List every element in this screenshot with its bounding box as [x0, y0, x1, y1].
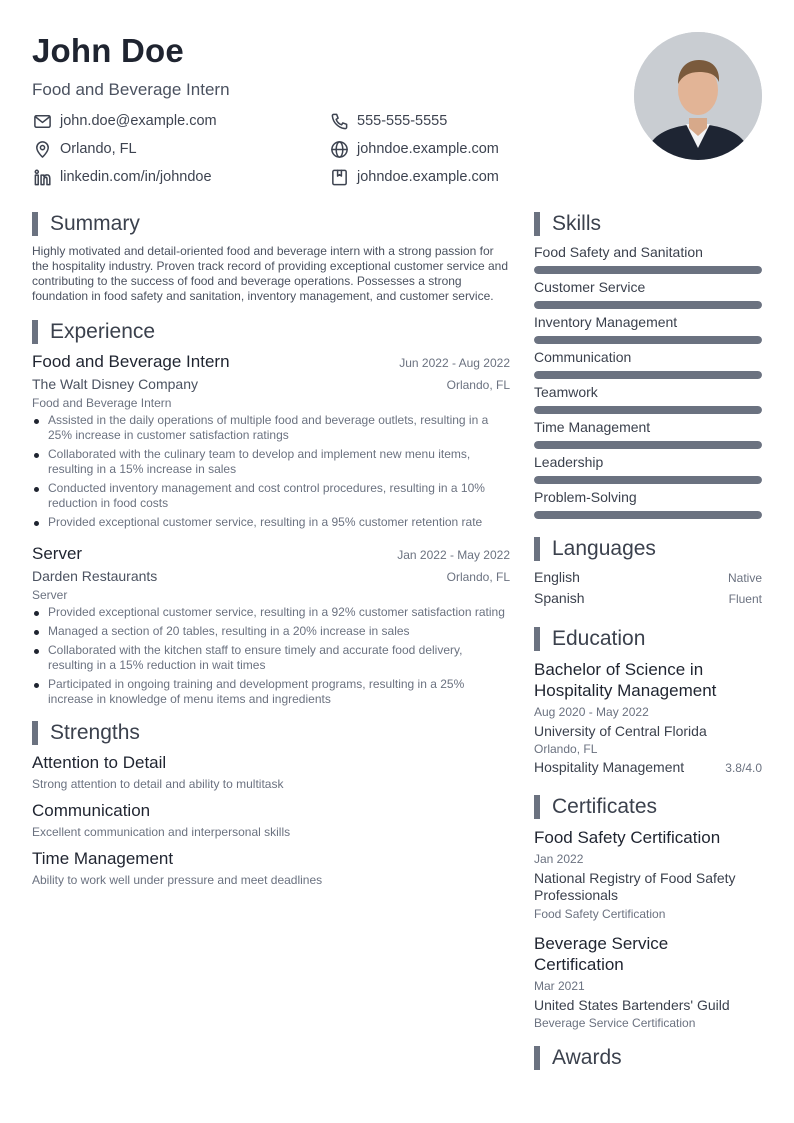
skill-item: [534, 279, 762, 309]
skill-name: Problem-Solving: [534, 489, 637, 505]
skill-level-bar: [534, 511, 762, 519]
section-accent-bar: [534, 1046, 540, 1070]
contact-location-text: Orlando, FL: [60, 141, 137, 157]
skill-item: [534, 349, 762, 379]
section-accent-bar: [534, 795, 540, 819]
language-level: Fluent: [728, 592, 762, 606]
job-entry: [32, 352, 510, 530]
education-field-row: [534, 759, 762, 775]
contact-linkedin[interactable]: [32, 167, 329, 187]
job-company: Darden Restaurants: [32, 568, 158, 584]
certificates-title: Certificates: [552, 795, 658, 818]
language-name: English: [534, 569, 580, 585]
bookmark-icon: [329, 167, 349, 187]
job-bullet: Managed a section of 20 tables, resulting in a 20% increase in sales: [32, 624, 510, 639]
skill-level-fill: [534, 371, 762, 379]
job-bullet: Participated in ongoing training and development programs, resulting in a 25% increase in knowledge of menu items and ingredients: [32, 677, 510, 707]
skill-level-bar: [534, 476, 762, 484]
skill-level-bar: [534, 301, 762, 309]
strength-desc: Strong attention to detail and ability to multitask: [32, 777, 284, 791]
language-item: [534, 569, 762, 590]
section-accent-bar: [534, 537, 540, 561]
job-bullet: Provided exceptional customer service, resulting in a 92% customer satisfaction rating: [32, 605, 510, 620]
section-accent-bar: [32, 721, 38, 745]
education-title: Education: [552, 627, 646, 650]
skill-item: [534, 419, 762, 449]
right-column: [534, 212, 762, 1078]
certificate-item: [534, 933, 762, 1030]
strength-item: [32, 753, 510, 791]
skill-name: Leadership: [534, 454, 604, 470]
skills-heading: [534, 212, 762, 236]
section-accent-bar: [534, 627, 540, 651]
skill-item: [534, 384, 762, 414]
experience-heading: [32, 320, 510, 344]
education-gpa: 3.8/4.0: [725, 761, 762, 775]
job-dates: Jun 2022 - Aug 2022: [399, 356, 510, 370]
job-entry: [32, 544, 510, 707]
skill-name: Communication: [534, 349, 632, 365]
skill-name: Inventory Management: [534, 314, 678, 330]
contact-phone[interactable]: [329, 111, 589, 131]
skill-item: [534, 314, 762, 344]
job-bullets: [32, 605, 510, 707]
section-accent-bar: [534, 212, 540, 236]
languages-heading: [534, 537, 762, 561]
mail-icon: [32, 111, 52, 131]
job-company: The Walt Disney Company: [32, 376, 198, 392]
skill-level-bar: [534, 406, 762, 414]
candidate-name: John Doe: [32, 32, 184, 69]
certificates-heading: [534, 795, 762, 819]
skill-name: Food Safety and Sanitation: [534, 244, 703, 260]
summary-heading: [32, 212, 510, 236]
job-bullets: [32, 413, 510, 530]
phone-icon: [329, 111, 349, 131]
skill-level-fill: [534, 406, 762, 414]
strength-desc: Excellent communication and interpersonal skills: [32, 825, 291, 839]
awards-title: Awards: [552, 1046, 622, 1069]
skills-list: [534, 244, 762, 519]
certificate-name: Food Safety Certification: [534, 828, 721, 847]
section-accent-bar: [32, 320, 38, 344]
education-heading: [534, 627, 762, 651]
certificate-issuer: United States Bartenders' Guild: [534, 997, 730, 1013]
strengths-heading: [32, 721, 510, 745]
summary-text: Highly motivated and detail-oriented food and beverage intern with a strong passion for the hospitality industry. Proven track record of providing exceptional customer service and contributing to the success of food and beverage operations. Possesses a strong foundation in food safety and sanitation, inventory management, and customer service.: [32, 244, 509, 303]
skill-name: Customer Service: [534, 279, 646, 295]
strength-name: Time Management: [32, 849, 174, 868]
skill-level-fill: [534, 511, 762, 519]
job-bullet: Conducted inventory management and cost control procedures, resulting in a 10% reduction in food costs: [32, 481, 510, 511]
skill-item: [534, 244, 762, 274]
skill-level-fill: [534, 336, 762, 344]
job-dates: Jan 2022 - May 2022: [397, 548, 510, 562]
job-bullet: Provided exceptional customer service, resulting in a 95% customer retention rate: [32, 515, 510, 530]
map-pin-icon: [32, 139, 52, 159]
skill-name: Time Management: [534, 419, 651, 435]
job-location: Orlando, FL: [446, 378, 510, 392]
education-location: Orlando, FL: [534, 742, 598, 756]
skill-name: Teamwork: [534, 384, 598, 400]
certificate-name: Beverage Service Certification: [534, 934, 669, 974]
education-field: Hospitality Management: [534, 759, 685, 775]
job-bullet: Assisted in the daily operations of multiple food and beverage outlets, resulting in a 25% increase in customer satisfaction ratings: [32, 413, 510, 443]
certificate-desc: Food Safety Certification: [534, 907, 666, 921]
certificate-date: Jan 2022: [534, 852, 584, 866]
contact-location: [32, 139, 329, 159]
skills-title: Skills: [552, 212, 602, 235]
strength-item: [32, 849, 510, 887]
skill-item: [534, 454, 762, 484]
strength-name: Communication: [32, 801, 151, 820]
job-bullet: Collaborated with the kitchen staff to ensure timely and accurate food delivery, resulting in a 15% reduction in wait times: [32, 643, 510, 673]
strengths-title: Strengths: [50, 721, 140, 744]
contact-website[interactable]: [329, 139, 589, 159]
candidate-role: Food and Beverage Intern: [32, 80, 230, 99]
certificate-issuer: National Registry of Food Safety Professionals: [534, 870, 736, 903]
experience-title: Experience: [50, 320, 156, 343]
profile-photo: [634, 32, 762, 160]
education-school: University of Central Florida: [534, 723, 707, 739]
skill-level-bar: [534, 441, 762, 449]
job-title: Food and Beverage Intern: [32, 352, 230, 371]
contact-linkedin-text: linkedin.com/in/johndoe: [60, 169, 212, 185]
contact-email-text: john.doe@example.com: [60, 113, 217, 129]
education-dates: Aug 2020 - May 2022: [534, 705, 649, 719]
contact-portfolio-text: johndoe.example.com: [357, 169, 499, 185]
certificate-date: Mar 2021: [534, 979, 585, 993]
contact-website-text: johndoe.example.com: [357, 141, 499, 157]
contact-email[interactable]: [32, 111, 329, 131]
contact-phone-text: 555-555-5555: [357, 113, 448, 129]
skill-item: [534, 489, 762, 519]
job-subtitle: Food and Beverage Intern: [32, 396, 172, 410]
contact-portfolio[interactable]: [329, 167, 589, 187]
job-bullet: Collaborated with the culinary team to develop and implement new menu items, resulting in a 15% increase in sales: [32, 447, 510, 477]
skill-level-fill: [534, 266, 762, 274]
education-degree: Bachelor of Science in Hospitality Management: [534, 660, 717, 700]
strength-desc: Ability to work well under pressure and meet deadlines: [32, 873, 323, 887]
language-name: Spanish: [534, 590, 585, 606]
summary-title: Summary: [50, 212, 140, 235]
certificate-desc: Beverage Service Certification: [534, 1016, 696, 1030]
skill-level-fill: [534, 441, 762, 449]
strength-item: [32, 801, 510, 839]
strength-name: Attention to Detail: [32, 753, 167, 772]
left-column: [32, 212, 510, 897]
section-accent-bar: [32, 212, 38, 236]
job-subtitle: Server: [32, 588, 68, 602]
language-item: [534, 590, 762, 611]
job-location: Orlando, FL: [446, 570, 510, 584]
languages-title: Languages: [552, 537, 656, 560]
awards-heading: [534, 1046, 762, 1070]
linkedin-icon: [32, 167, 52, 187]
skill-level-fill: [534, 301, 762, 309]
skill-level-fill: [534, 476, 762, 484]
skill-level-bar: [534, 266, 762, 274]
globe-icon: [329, 139, 349, 159]
language-level: Native: [727, 571, 762, 585]
certificate-item: [534, 827, 762, 921]
skill-level-bar: [534, 371, 762, 379]
job-title: Server: [32, 544, 83, 563]
contact-list: [32, 111, 592, 187]
skill-level-bar: [534, 336, 762, 344]
